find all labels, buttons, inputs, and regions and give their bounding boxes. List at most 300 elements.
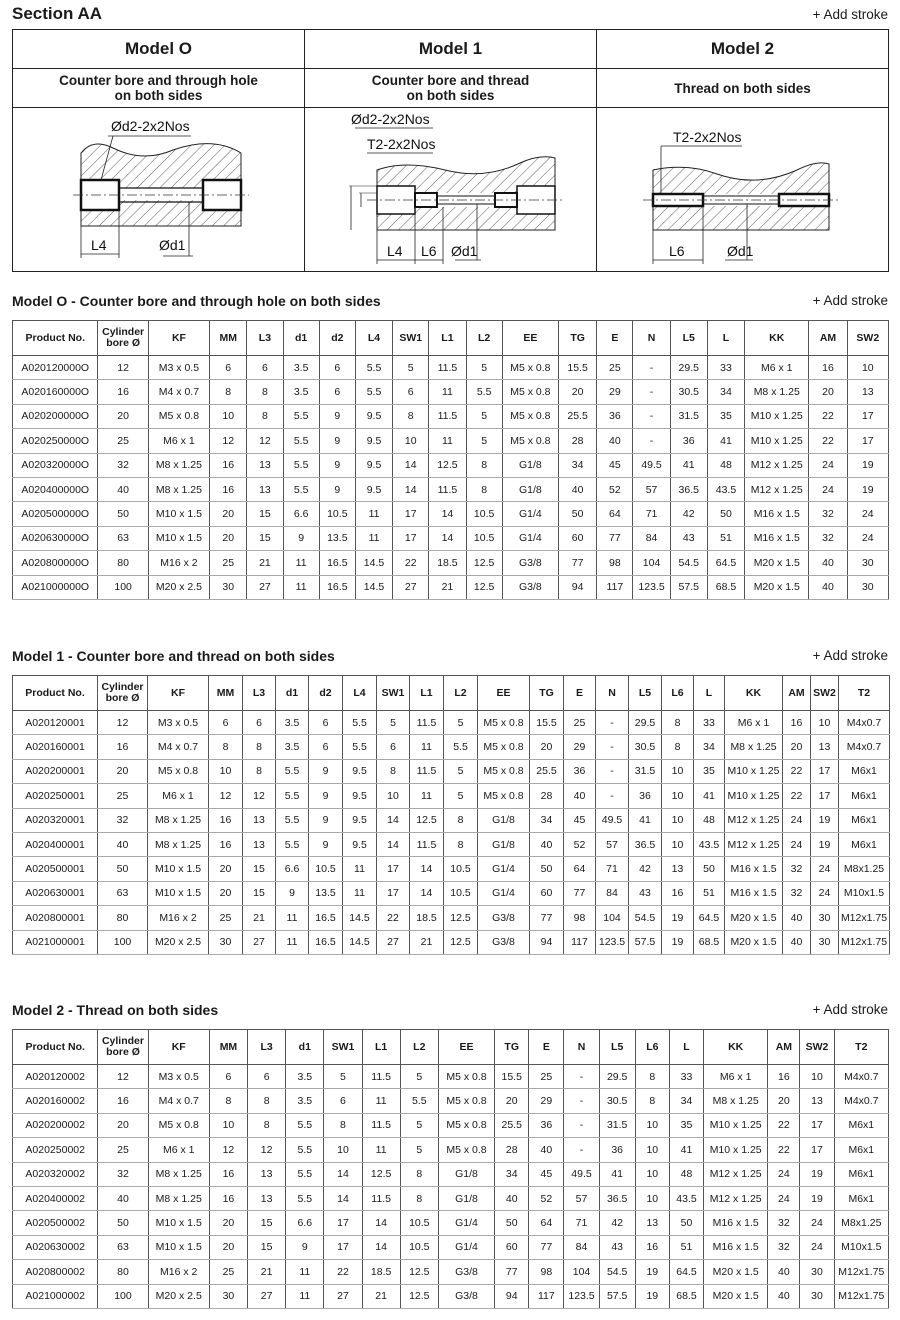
column-header: L5 [670,321,707,356]
column-header: L5 [599,1030,635,1065]
table-header-row [13,1030,889,1065]
product-number-cell: A020400001 [13,832,98,856]
table-cell: 27 [324,1284,362,1308]
table-cell: 43.5 [707,477,744,501]
table-cell: 16 [98,1089,148,1113]
table-cell: M10 x 1.25 [745,404,809,428]
table-cell: 29.5 [670,356,707,380]
table-cell: G3/8 [478,906,530,930]
table-cell: M10x1.5 [834,1235,888,1259]
table-cell: 5 [444,759,478,783]
table-row [13,735,890,759]
table-cell: 25 [98,429,148,453]
table-cell: G1/4 [438,1235,494,1259]
table-cell: 9.5 [355,429,392,453]
table-cell: 13 [847,380,888,404]
table-cell: 50 [669,1211,703,1235]
table-cell: 27 [243,930,276,954]
table-cell: 40 [768,1260,800,1284]
table-cell: 5.5 [400,1089,438,1113]
table-cell: M20 x 2.5 [148,575,209,599]
table-cell: 11 [362,1089,400,1113]
table-cell: 14 [410,881,444,905]
table-cell: 8 [393,404,429,428]
table-cell: 84 [564,1235,599,1259]
table-cell: 104 [564,1260,599,1284]
table-cell: 9.5 [355,453,392,477]
table-cell: 14 [324,1186,362,1210]
table-cell: 12.5 [444,906,478,930]
table-cell: 25 [209,1260,247,1284]
table-header-model-2 [12,1002,888,1024]
table-row [13,1284,889,1308]
table-cell: 12 [248,1138,286,1162]
table-cell: 17 [847,429,888,453]
table-cell: 71 [633,502,670,526]
table-cell: 9.5 [343,832,377,856]
table-cell: 25 [209,906,243,930]
table-cell: M16 x 2 [148,906,209,930]
table-cell: 9 [309,808,343,832]
table-cell: M20 x 1.5 [745,575,809,599]
table-cell: 22 [768,1113,800,1137]
table-cell: 123.5 [564,1284,599,1308]
table-cell: 30.5 [670,380,707,404]
table-title: Model O - Counter bore and through hole on both sides [12,293,381,309]
label-d1: Ød1 [451,243,478,259]
table-cell: M4 x 0.7 [148,380,209,404]
table-cell: 6 [209,1065,247,1089]
table-cell: M20 x 1.5 [704,1284,768,1308]
table-cell: 50 [495,1211,529,1235]
column-header: d1 [276,676,309,711]
table-cell: 50 [559,502,597,526]
table-cell: 123.5 [633,575,670,599]
table-cell: 9 [286,1235,324,1259]
table-cell: 43 [629,881,662,905]
table-row [13,1186,889,1210]
table-cell: 49.5 [633,453,670,477]
table-cell: 11.5 [410,711,444,735]
table-cell: 22 [809,404,847,428]
table-cell: 24 [847,502,888,526]
table-cell: 30 [209,1284,247,1308]
table-cell: 17 [800,1138,834,1162]
column-header: L2 [444,676,478,711]
table-cell: 11.5 [362,1113,400,1137]
table-cell: 8 [209,1089,247,1113]
label-d2: Ød2-2x2Nos [111,118,190,134]
model-2-drawing [597,108,888,271]
table-cell: 9.5 [355,477,392,501]
table-row [13,784,890,808]
table-cell: 8 [324,1113,362,1137]
table-row [13,502,889,526]
table-cell: 20 [768,1089,800,1113]
table-cell: M8 x 1.25 [148,808,209,832]
table-row [13,477,889,501]
table-cell: 41 [694,784,725,808]
column-header: N [633,321,670,356]
table-cell: G3/8 [438,1260,494,1284]
table-cell: M12x1.75 [834,1260,888,1284]
table-cell: 20 [98,1113,148,1137]
table-cell: M4 x 0.7 [148,1089,209,1113]
table-row [13,1113,889,1137]
table-cell: 16 [783,711,811,735]
table-cell: 40 [783,906,811,930]
table-cell: 5 [444,784,478,808]
table-cell: 5 [400,1138,438,1162]
product-number-cell: A020800002 [13,1260,98,1284]
table-cell: 19 [811,808,839,832]
table-cell: 50 [98,1211,148,1235]
table-cell: 36.5 [670,477,707,501]
table-cell: - [633,429,670,453]
table-cell: 40 [495,1186,529,1210]
table-cell: 11.5 [362,1186,400,1210]
table-cell: M6x1 [839,832,890,856]
table-cell: 16.5 [309,906,343,930]
table-cell: 22 [783,784,811,808]
column-header: TG [530,676,564,711]
table-cell: 8 [248,1113,286,1137]
table-cell: 57 [564,1186,599,1210]
table-cell: 32 [809,526,847,550]
table-cell: 25 [564,711,596,735]
table-cell: 71 [596,857,629,881]
table-cell: 20 [530,735,564,759]
column-header: EE [502,321,558,356]
table-cell: 40 [559,477,597,501]
table-cell: 14 [410,857,444,881]
table-cell: 21 [247,551,283,575]
table-cell: - [596,735,629,759]
table-cell: 16 [210,477,247,501]
table-cell: 100 [98,1284,148,1308]
column-header: KF [148,321,209,356]
table-cell: 8 [247,404,283,428]
column-header: EE [438,1030,494,1065]
table-cell: 36 [529,1113,564,1137]
table-header-row [13,676,890,711]
table-cell: M10 x 1.25 [745,429,809,453]
column-header: SW2 [847,321,888,356]
table-cell: 16.5 [319,551,355,575]
table-cell: 48 [707,453,744,477]
table-cell: 18.5 [429,551,466,575]
table-cell: 50 [98,502,148,526]
column-header: L3 [247,321,283,356]
model-1-table [12,675,890,955]
table-cell: 11 [276,930,309,954]
table-cell: 21 [410,930,444,954]
table-cell: 19 [662,930,694,954]
column-header: Product No. [13,321,98,356]
table-cell: 14 [324,1162,362,1186]
table-cell: 84 [633,526,670,550]
table-cell: 12.5 [466,551,502,575]
table-cell: M16 x 2 [148,1260,209,1284]
table-cell: - [564,1113,599,1137]
table-cell: 25 [529,1065,564,1089]
table-cell: 41 [599,1162,635,1186]
table-cell: 10 [324,1138,362,1162]
table-cell: 8 [444,832,478,856]
table-cell: 5.5 [444,735,478,759]
table-cell: 20 [809,380,847,404]
table-cell: 40 [98,1186,148,1210]
table-cell: 117 [564,930,596,954]
table-cell: M6x1 [839,784,890,808]
table-cell: 30 [800,1260,834,1284]
table-cell: 13 [247,453,283,477]
label-t2: T2-2x2Nos [673,129,742,145]
add-stroke-link[interactable]: + Add stroke [812,293,888,308]
table-cell: 6 [319,356,355,380]
table-cell: 11.5 [429,356,466,380]
product-number-cell: A020320000O [13,453,98,477]
label-d1: Ød1 [727,243,754,259]
add-stroke-link[interactable]: + Add stroke [812,1002,888,1017]
table-cell: 68.5 [694,930,725,954]
table-cell: 8 [635,1089,669,1113]
table-cell: 41 [670,453,707,477]
table-cell: 5.5 [286,1113,324,1137]
table-cell: 77 [495,1260,529,1284]
table-cell: M20 x 1.5 [725,930,783,954]
table-cell: 8 [210,380,247,404]
table-cell: 8 [466,477,502,501]
table-cell: 14 [377,808,410,832]
column-header: T2 [834,1030,888,1065]
table-header-model-1 [12,648,888,670]
product-number-cell: A020120001 [13,711,98,735]
table-cell: 57.5 [629,930,662,954]
table-cell: 16 [98,735,148,759]
table-cell: M5 x 0.8 [148,759,209,783]
model-2-table [12,1029,889,1309]
table-cell: 6 [209,711,243,735]
table-cell: 52 [597,477,633,501]
table-cell: 32 [783,881,811,905]
table-cell: 11 [276,906,309,930]
table-cell: 104 [633,551,670,575]
table-cell: 64 [597,502,633,526]
table-cell: 13 [248,1186,286,1210]
model-1-section-drawing [305,108,597,273]
table-cell: 34 [669,1089,703,1113]
product-number-cell: A020250000O [13,429,98,453]
table-cell: 9 [309,784,343,808]
table-row [13,1089,889,1113]
table-cell: 17 [324,1211,362,1235]
table-cell: M6x1 [834,1113,888,1137]
table-cell: 25.5 [495,1113,529,1137]
table-cell: 24 [811,857,839,881]
table-cell: 22 [377,906,410,930]
label-l6: L6 [421,243,437,259]
table-cell: 6 [324,1089,362,1113]
table-cell: 5.5 [286,1138,324,1162]
table-cell: 19 [847,453,888,477]
table-cell: 5.5 [283,404,319,428]
table-cell: M10 x 1.5 [148,1211,209,1235]
table-cell: 41 [707,429,744,453]
table-cell: 9 [276,881,309,905]
table-cell: M10 x 1.25 [704,1138,768,1162]
column-header: Product No. [13,1030,98,1065]
table-cell: 40 [597,429,633,453]
table-cell: 20 [98,759,148,783]
table-cell: 32 [98,453,148,477]
table-cell: 14.5 [355,551,392,575]
table-cell: 6.6 [286,1211,324,1235]
table-cell: 32 [768,1235,800,1259]
table-cell: M5 x 0.8 [148,404,209,428]
table-cell: M8 x 1.25 [148,453,209,477]
product-number-cell: A020200000O [13,404,98,428]
table-cell: 5 [444,711,478,735]
table-cell: M12x1.75 [839,906,890,930]
table-cell: 17 [800,1113,834,1137]
table-cell: 11 [343,881,377,905]
table-cell: 11 [283,551,319,575]
table-cell: 64.5 [707,551,744,575]
table-cell: 12.5 [429,453,466,477]
table-cell: 20 [783,735,811,759]
table-cell: 5.5 [355,356,392,380]
model-2-section-drawing [597,108,889,273]
table-cell: 42 [599,1211,635,1235]
table-cell: 98 [529,1260,564,1284]
table-cell: 40 [98,832,148,856]
column-header: KK [745,321,809,356]
add-stroke-link[interactable]: + Add stroke [812,648,888,663]
table-cell: 36 [564,759,596,783]
table-cell: 8 [248,1089,286,1113]
table-cell: 25 [210,551,247,575]
table-cell: 5 [324,1065,362,1089]
table-cell: M5 x 0.8 [478,759,530,783]
table-cell: 17 [324,1235,362,1259]
table-cell: 12 [209,784,243,808]
table-cell: 13 [248,1162,286,1186]
table-cell: 33 [694,711,725,735]
table-cell: 77 [530,906,564,930]
table-cell: 24 [809,477,847,501]
table-cell: 16 [662,881,694,905]
table-cell: 12.5 [400,1284,438,1308]
table-cell: 14 [429,526,466,550]
table-cell: 43.5 [694,832,725,856]
table-row [13,1162,889,1186]
column-header: EE [478,676,530,711]
product-number-cell: A020200001 [13,759,98,783]
product-number-cell: A020500000O [13,502,98,526]
table-cell: 45 [529,1162,564,1186]
table-cell: 49.5 [564,1162,599,1186]
add-stroke-link[interactable]: + Add stroke [812,7,888,22]
table-cell: 36 [629,784,662,808]
table-cell: 11 [410,784,444,808]
table-cell: M6 x 1 [148,1138,209,1162]
table-cell: 64.5 [694,906,725,930]
column-header: L2 [400,1030,438,1065]
table-cell: M8 x 1.25 [148,1162,209,1186]
model-name: Model 1 [305,30,596,69]
table-row [13,759,890,783]
table-cell: 15 [247,502,283,526]
table-cell: 12.5 [466,575,502,599]
table-cell: 8 [444,808,478,832]
column-header: d2 [309,676,343,711]
table-cell: G1/8 [502,453,558,477]
table-cell: 15.5 [530,711,564,735]
table-row [13,1260,889,1284]
table-cell: 8 [377,759,410,783]
table-cell: 8 [466,453,502,477]
table-cell: M12 x 1.25 [745,453,809,477]
table-cell: M10 x 1.5 [148,881,209,905]
table-cell: 9.5 [343,759,377,783]
table-cell: 13 [662,857,694,881]
column-header: d2 [319,321,355,356]
table-cell: 34 [530,808,564,832]
table-cell: 14.5 [343,906,377,930]
table-cell: M3 x 0.5 [148,1065,209,1089]
table-cell: 10 [662,808,694,832]
table-cell: 13.5 [319,526,355,550]
model-2-column [597,30,888,271]
table-row [13,356,889,380]
table-cell: 24 [847,526,888,550]
column-header: L3 [248,1030,286,1065]
table-cell: 16 [209,1162,247,1186]
table-cell: 10 [635,1138,669,1162]
table-cell: 6 [247,356,283,380]
table-cell: M20 x 1.5 [725,906,783,930]
table-cell: 60 [495,1235,529,1259]
table-cell: G1/8 [502,477,558,501]
column-header: MM [210,321,247,356]
table-cell: 10.5 [444,881,478,905]
table-cell: 100 [98,930,148,954]
label-l6: L6 [669,243,685,259]
table-cell: 14.5 [355,575,392,599]
product-number-cell: A020250002 [13,1138,98,1162]
table-cell: 41 [669,1138,703,1162]
table-cell: 12.5 [444,930,478,954]
table-cell: 64 [529,1211,564,1235]
table-cell: M3 x 0.5 [148,356,209,380]
table-cell: 94 [559,575,597,599]
table-cell: 11 [410,735,444,759]
table-cell: M5 x 0.8 [502,380,558,404]
table-cell: M5 x 0.8 [438,1065,494,1089]
table-cell: 32 [809,502,847,526]
column-header: T2 [839,676,890,711]
product-number-cell: A020120000O [13,356,98,380]
model-1-column [305,30,597,271]
table-cell: 24 [809,453,847,477]
column-header: L [669,1030,703,1065]
table-cell: 11 [362,1138,400,1162]
table-cell: 16 [98,380,148,404]
column-header: L6 [662,676,694,711]
table-cell: - [564,1089,599,1113]
table-cell: 8 [209,735,243,759]
